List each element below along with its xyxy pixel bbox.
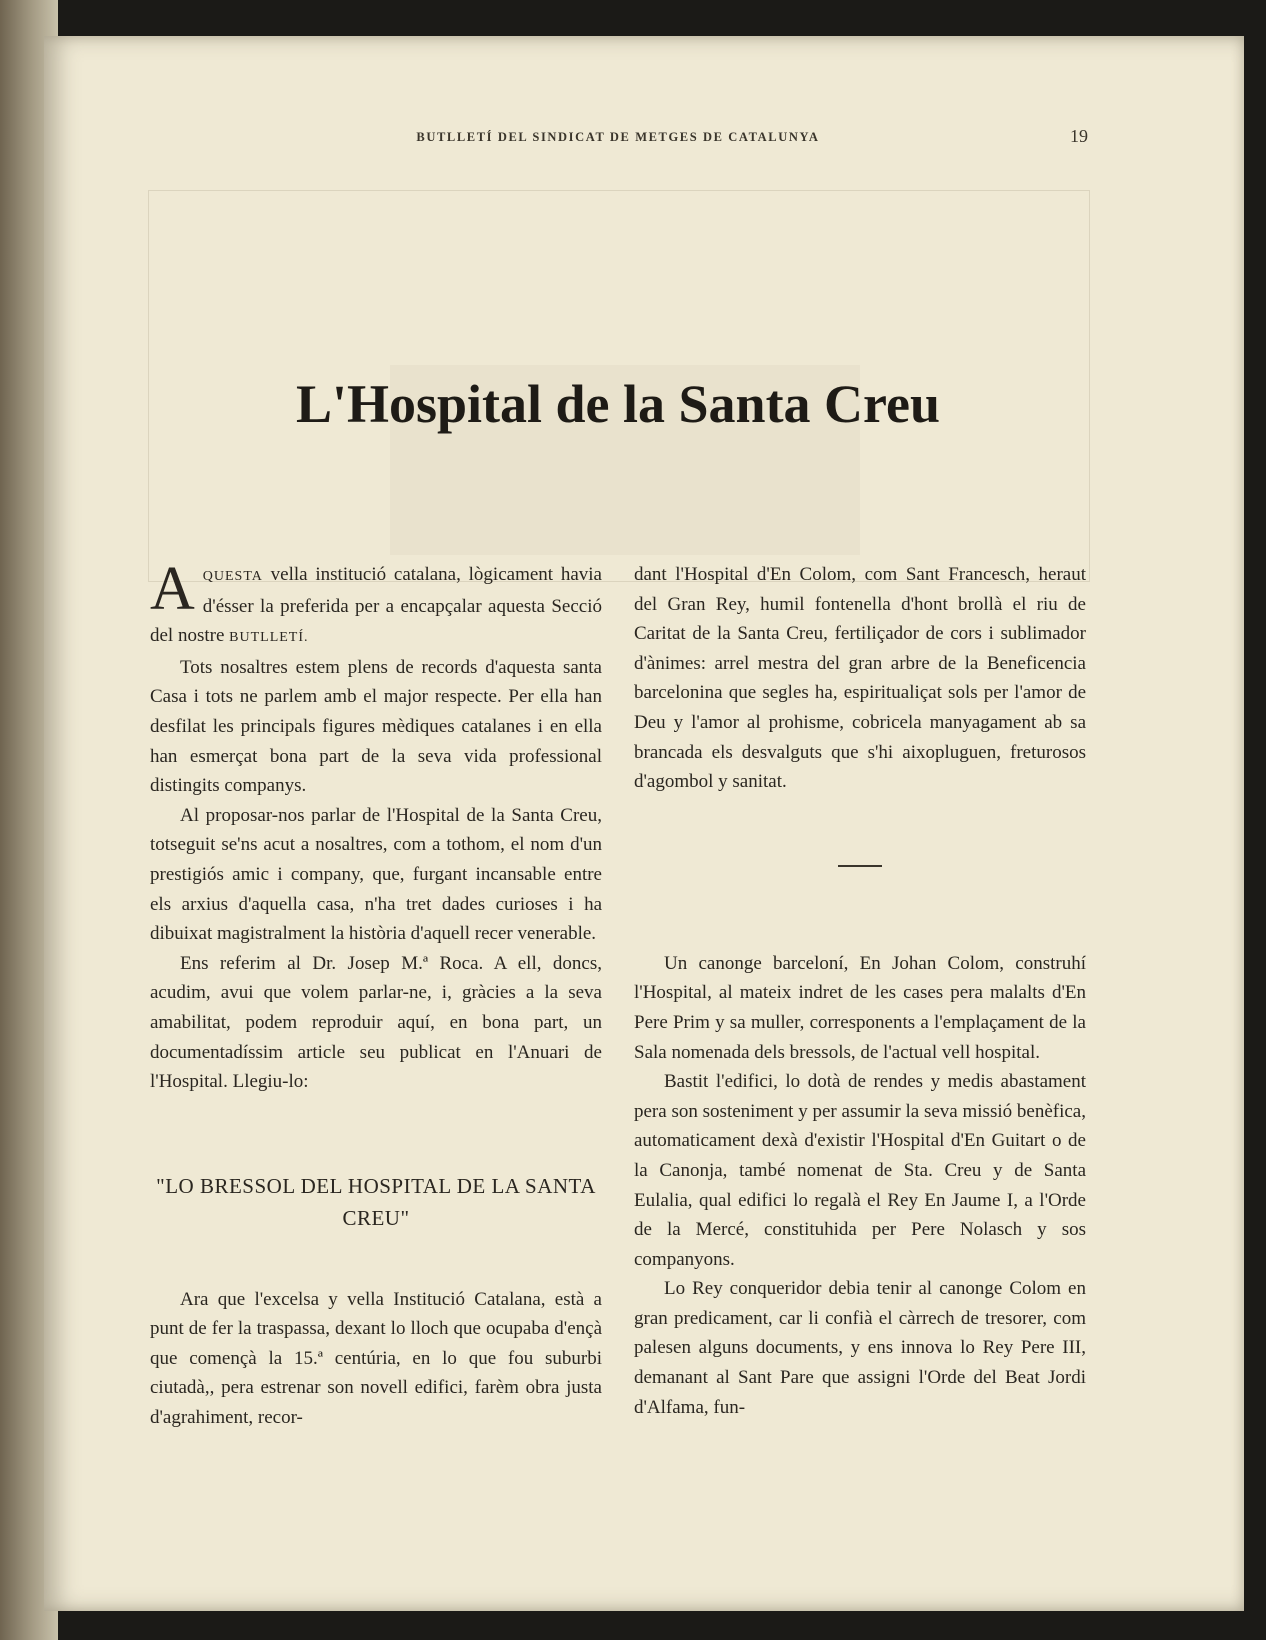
drop-cap: A bbox=[150, 555, 195, 623]
journal-title: BUTLLETÍ DEL SINDICAT DE METGES DE CATALUNYA bbox=[416, 130, 820, 144]
paragraph: Ens referim al Dr. Josep M.ª Roca. A ell, doncs, acudim, avui que volem parlar-ne, i, gràcies a la seva amabilitat, podem reproduir aquí, en bona part, un documentadíssim article seu publicat en l'Anuari de l'Hospital. Llegiu-lo: bbox=[150, 952, 602, 1093]
small-caps-opening: QUESTA bbox=[202, 569, 263, 584]
intro-text: vella institució catalana, lògicament havia d'ésser la preferida per a encapçalar aquesta Secció del nostre bbox=[150, 564, 602, 647]
article-title: L'Hospital de la Santa Creu bbox=[295, 374, 941, 434]
paragraph: Al proposar-nos parlar de l'Hospital de la Santa Creu, totseguit se'ns acut a nosaltres, com a tothom, el nom d'un prestigiós amic i company, que, furgant incansable entre els arxius d'aquella casa, n'ha tret dades curioses i ha dibuixat magistralment la història d'aquell recer venerable. bbox=[150, 804, 602, 945]
paragraph: Lo Rey conqueridor debia tenir al canonge Colom en gran predicament, car li confià el càrrech de tresorer, com palesen alguns documents, y ens innova lo Rey Pere III, demanant al Sant Pare que assigni l'Orde del Beat Jordi d'Alfama, fun- bbox=[634, 1278, 1086, 1418]
small-caps-butlleti: BUTLLETÍ. bbox=[229, 630, 309, 646]
running-head bbox=[148, 126, 1088, 152]
continued-paragraph: dant l'Hospital d'En Colom, com Sant Francesch, heraut del Gran Rey, humil fontenella d'hont brollà el riu de Caritat de la Santa Creu, fertiliçador de cors i sublimador d'ànimes: arrel mestra del gran arbre de la Beneficencia barcelonina que segles ha, espiritualiçat sols per l'amor de Deu y l'amor al prohisme, cobricela manyagament ab sa brancada els desvalguts que s'hi aixopluguen, freturosos d'agombol y sanitat. bbox=[634, 564, 1086, 793]
paragraph: Tots nosaltres estem plens de records d'aquesta santa Casa i tots ne parlem amb el major respecte. Per ella han desfilat les principals figures mèdiques catalanes i en ella han esmerçat bona part de la seva vida professional distingits companys. bbox=[150, 656, 602, 797]
section-divider-rule bbox=[838, 865, 882, 867]
page-number: 19 bbox=[1070, 126, 1088, 146]
right-column bbox=[634, 560, 1086, 1422]
intro-paragraph bbox=[150, 555, 602, 653]
paragraph: Ara que l'excelsa y vella Institució Catalana, està a punt de fer la traspassa, dexant lo lloch que ocupaba d'ençà que començà la 15.ª centúria, en lo que fou suburbi ciutadà,, pera estrenar son novell edifici, farèm obra justa d'agrahiment, recor- bbox=[150, 1288, 602, 1429]
section-heading: "LO BRESSOL DEL HOSPITAL DE LA SANTA CREU" bbox=[156, 1173, 596, 1230]
left-column bbox=[150, 555, 602, 1433]
paragraph: Bastit l'edifici, lo dotà de rendes y medis abastament pera son sosteniment y per assumir la seva missió benèfica, automaticament dexà d'existir l'Hospital d'En Guitart o de la Canonja, també nomenat de Sta. Creu y de Santa Eulalia, qual edifici lo regalà el Rey En Jaume I, a l'Orde de la Mercé, constituhida per Pere Nolasch y sos companyons. bbox=[634, 1071, 1086, 1270]
paragraph: Un canonge barceloní, En Johan Colom, construhí l'Hospital, al mateix indret de les cases pera malalts d'En Pere Prim y sa muller, corresponents a l'emplaçament de la Sala nomenada dels bressols, de l'actual vell hospital. bbox=[634, 952, 1086, 1063]
